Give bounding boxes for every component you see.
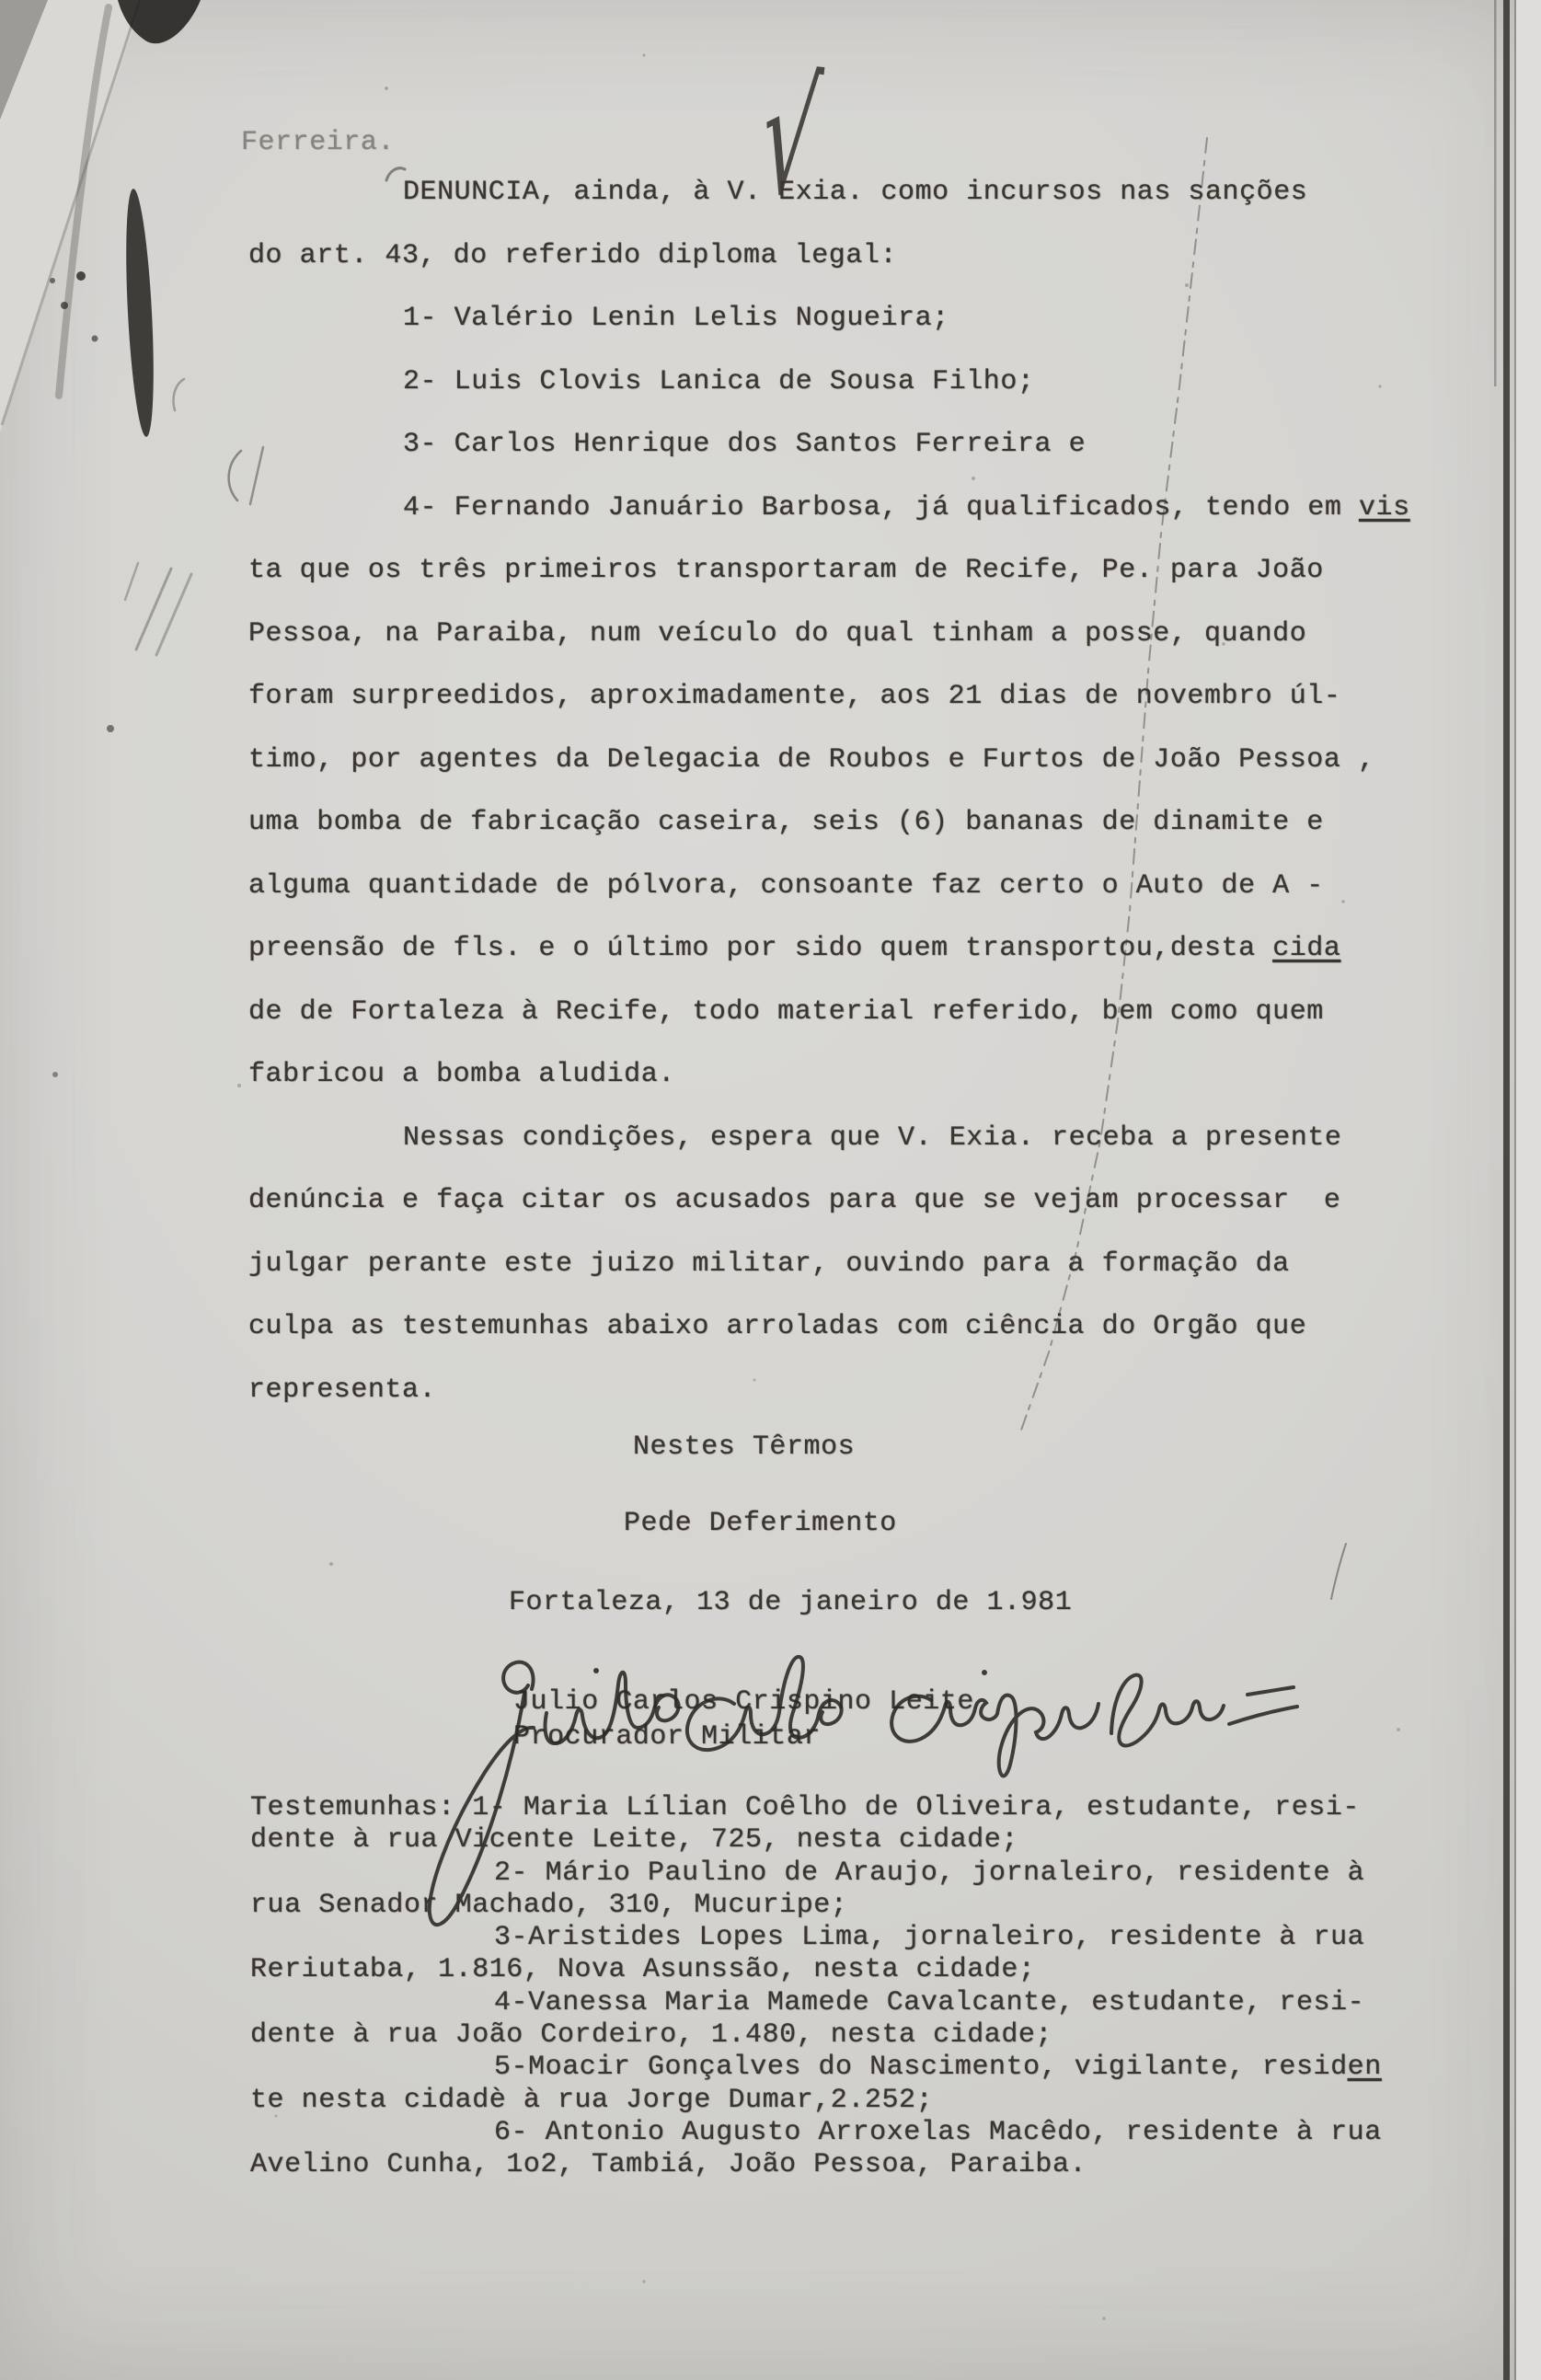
scan-edge-line — [1494, 0, 1541, 2380]
body-line: 2- Luis Clovis Lanica de Sousa Filho; — [403, 365, 1035, 397]
body-line: 4- Fernando Januário Barbosa, já qualificados, tendo em vis — [403, 491, 1410, 523]
closing-dateline: Fortaleza, 13 de janeiro de 1.981 — [509, 1587, 1073, 1618]
witness-line: 5-Moacir Gonçalves do Nascimento, vigilante, residen — [494, 2052, 1382, 2084]
closing-terms: Nestes Têrmos — [633, 1431, 856, 1463]
signer-typed-name: Julio Carlos Crispino Leite — [513, 1686, 974, 1718]
body-line: foram surpreedidos, aproximadamente, aos 21 dias de novembro úl- — [248, 681, 1341, 712]
body-line: uma bomba de fabricação caseira, seis (6) bananas de dinamite e — [248, 807, 1324, 838]
body-line: Nessas condições, espera que V. Exia. receba a presente — [403, 1121, 1342, 1154]
body-line: culpa as testemunhas abaixo arroladas com ciência do Orgão que — [248, 1311, 1307, 1342]
witness-line: 6- Antonio Augusto Arroxelas Macêdo, residente à rua — [494, 2116, 1382, 2148]
corner-fold-artifact — [0, 0, 201, 1077]
body-line: de de Fortaleza à Recife, todo material referido, bem como quem — [248, 995, 1324, 1028]
body-line: Pessoa, na Paraiba, num veículo do qual tinham a posse, quando — [248, 617, 1307, 650]
body-line: preensão de fls. e o último por sido quem transportou,desta cida — [248, 933, 1341, 964]
witness-line: te nesta cidadè à rua Jorge Dumar,2.252; — [250, 2084, 934, 2116]
witness-line: 3-Aristides Lopes Lima, jornaleiro, residente à rua — [494, 1922, 1365, 1954]
body-line: 1- Valério Lenin Lelis Nogueira; — [403, 303, 949, 334]
body-line: timo, por agentes da Delegacia de Roubos e Furtos de João Pessoa , — [248, 743, 1375, 776]
body-line: 3- Carlos Henrique dos Santos Ferreira e — [403, 429, 1087, 460]
body-line: DENUNCIA, ainda, à V. Exia. como incursos nas sanções — [403, 177, 1308, 208]
witness-line: Testemunhas: 1- Maria Lílian Coêlho de Oliveira, estudante, resi- — [250, 1792, 1360, 1823]
body-line: do art. 43, do referido diploma legal: — [248, 239, 898, 271]
witness-line: Reriutaba, 1.816, Nova Asunssão, nesta cidade; — [250, 1954, 1036, 1986]
header-note: Ferreira. — [241, 127, 395, 158]
checkmark-annotation: √ — [753, 44, 827, 234]
witness-list — [250, 1794, 1382, 2184]
body-line: fabricou a bomba aludida. — [248, 1059, 675, 1090]
body-paragraphs — [248, 178, 1410, 1439]
body-line: alguma quantidade de pólvora, consoante faz certo o Auto de A - — [248, 869, 1324, 902]
signer-title: Procurador Militar — [513, 1721, 821, 1753]
witness-line: 4-Vanessa Maria Mamede Cavalcante, estudante, resi- — [494, 1986, 1365, 2018]
witness-line: rua Senador Machado, 310, Mucuripe; — [250, 1889, 848, 1921]
witness-line: dente à rua João Cordeiro, 1.480, nesta cidade; — [250, 2019, 1052, 2052]
closing-request: Pede Deferimento — [624, 1508, 897, 1539]
body-line: denúncia e faça citar os acusados para que se vejam processar e — [248, 1185, 1341, 1216]
body-line: julgar perante este juizo militar, ouvindo para a formação da — [248, 1247, 1290, 1280]
witness-line: Avelino Cunha, 1o2, Tambiá, João Pessoa, Paraiba. — [250, 2149, 1087, 2181]
body-line: ta que os três primeiros transportaram de Recife, Pe. para João — [248, 555, 1324, 586]
body-line: representa. — [248, 1374, 437, 1406]
witness-line: dente à rua Vicente Leite, 725, nesta cidade; — [250, 1824, 1018, 1857]
witness-line: 2- Mário Paulino de Araujo, jornaleiro, residente à — [494, 1857, 1365, 1889]
